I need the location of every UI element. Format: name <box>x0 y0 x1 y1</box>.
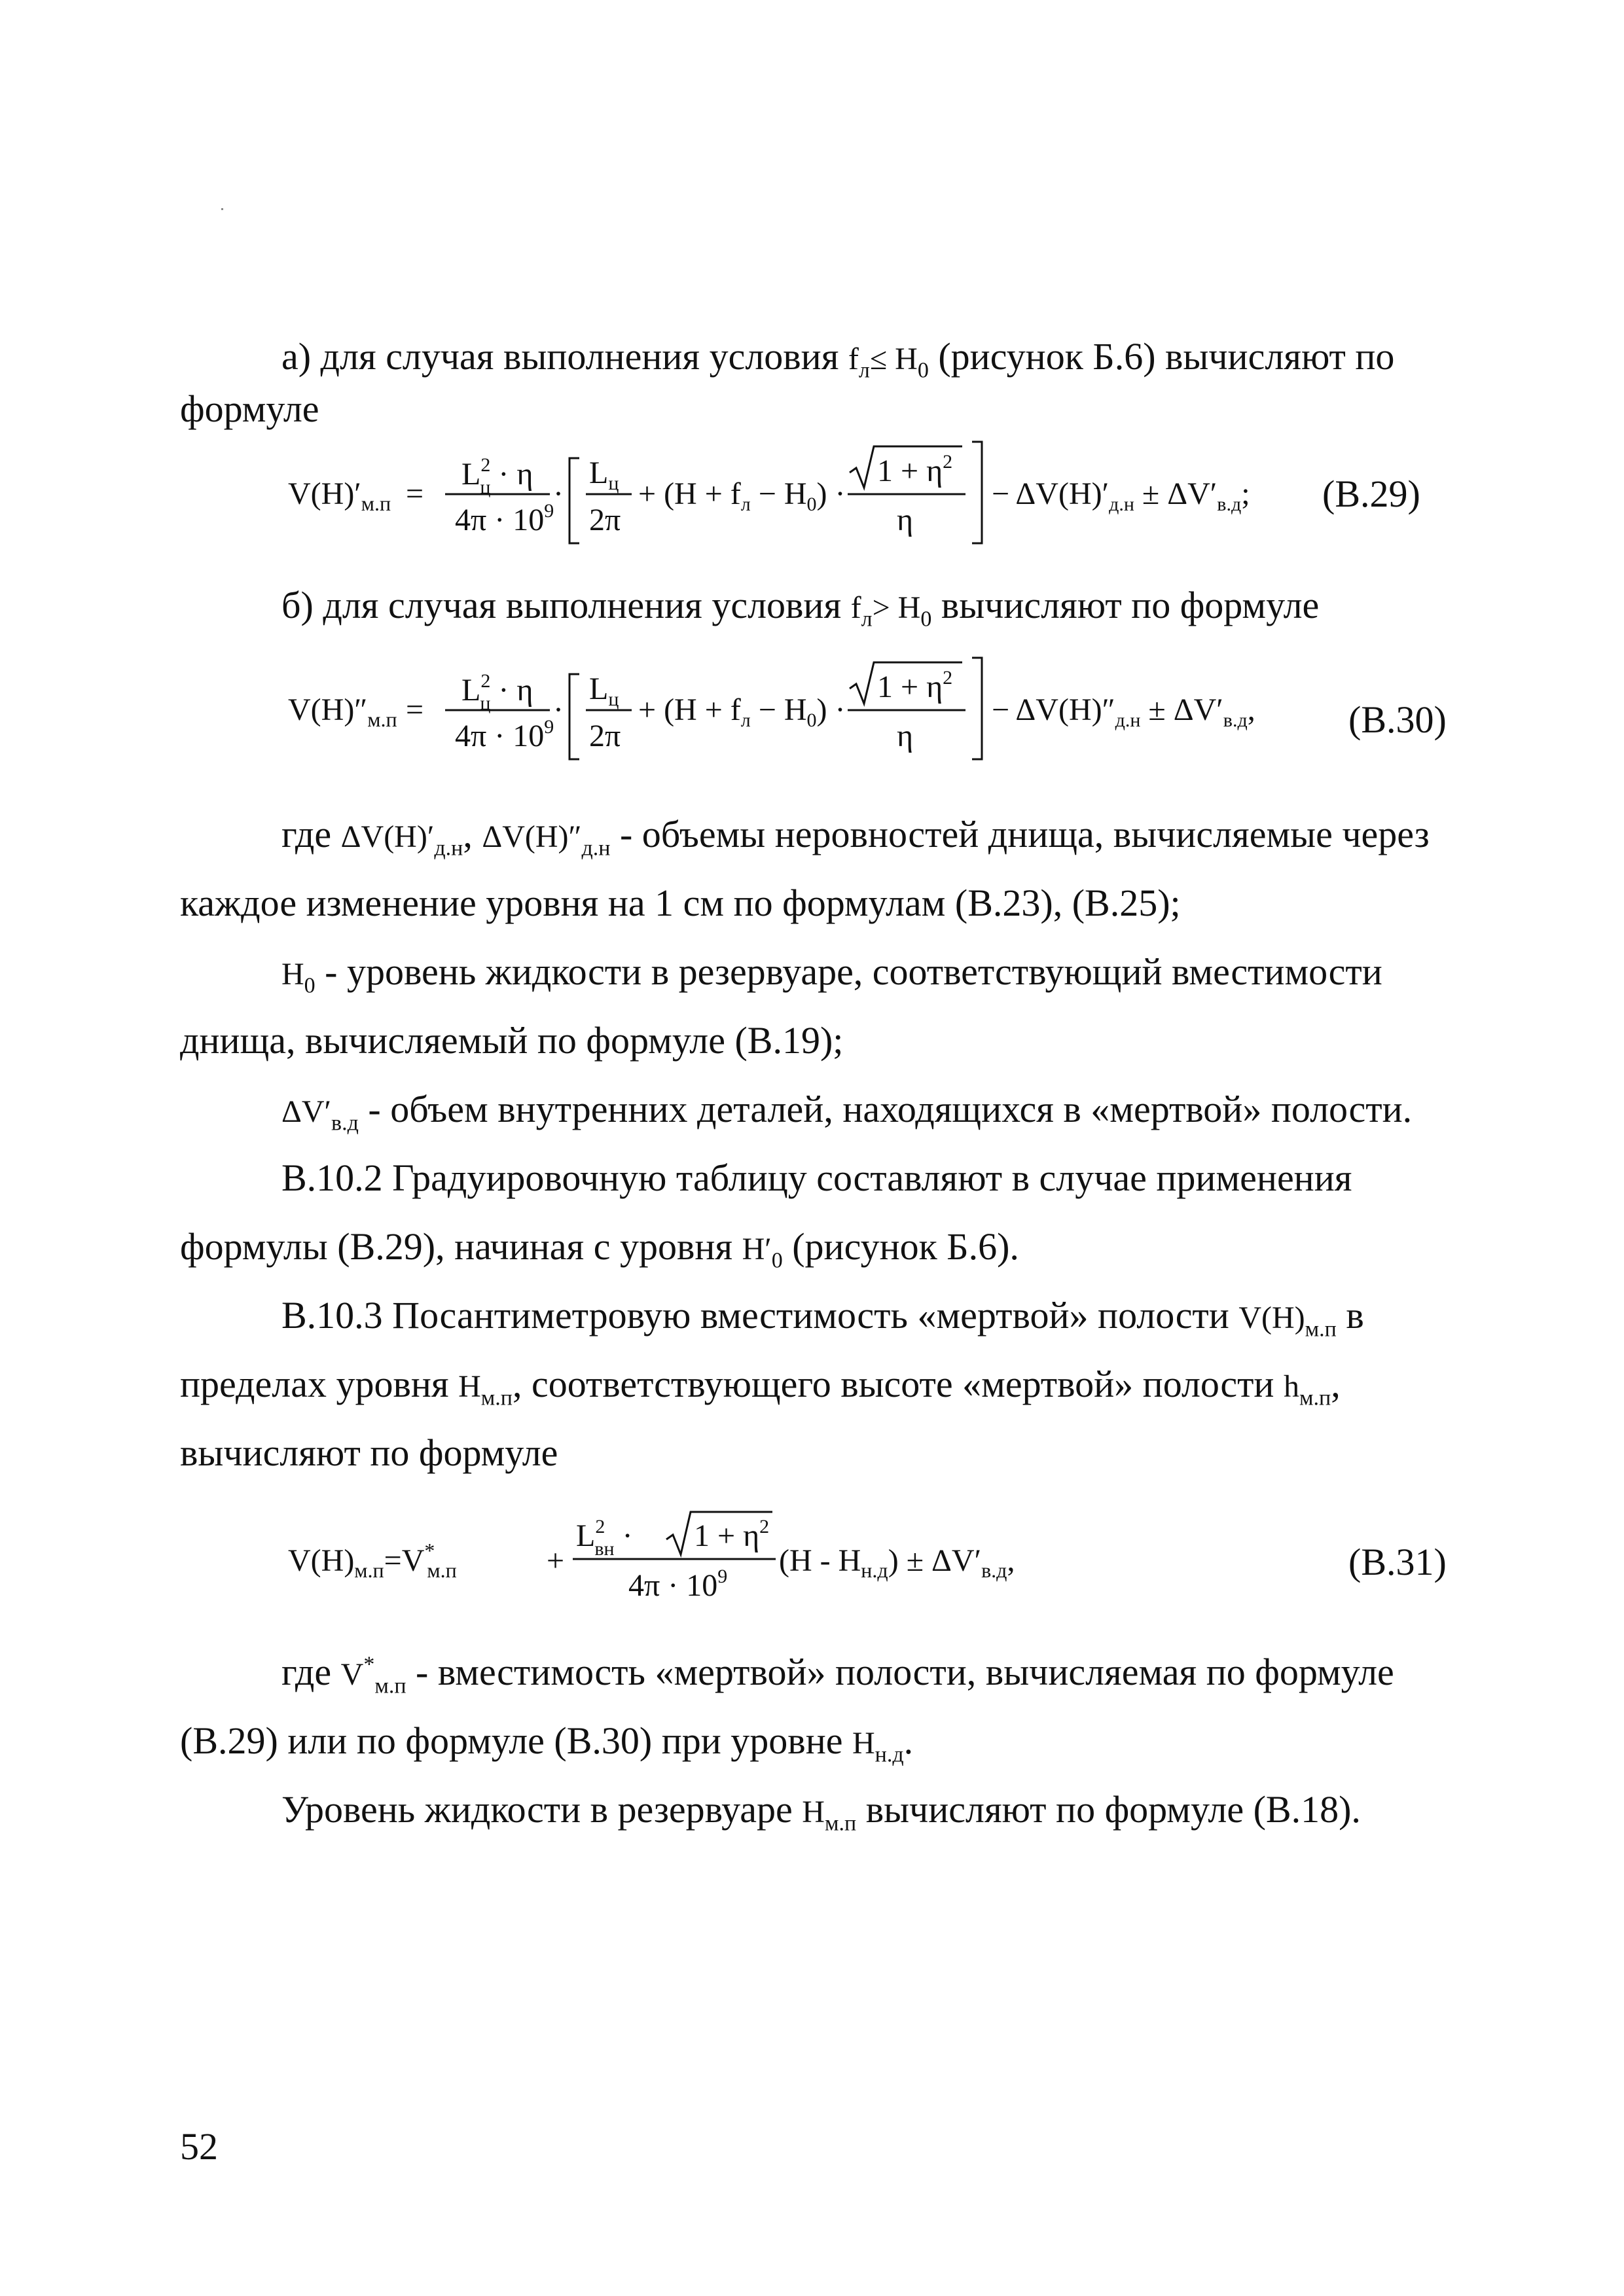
clause-b102-line2: формулы (В.29), начиная с уровня $H'_0$ (рисунок Б.6). <box>180 1225 1019 1273</box>
svg-text:4π · 109: $4\pi \cdot 10^9$ <box>455 716 554 753</box>
svg-text:Lц: $L_ц$ <box>589 672 619 710</box>
svg-text:(H - Hн.д) ± ΔV′в.д,: $(H - H_{н.д}) \pm \Delta V'_{в.д}$, <box>779 1543 1015 1582</box>
svg-text:+ (H + fл − H0) ·: + $(H + f_л - H_0)$ · <box>638 692 846 731</box>
svg-text:− ΔV(H)″д.н ± ΔV′в.д,: − $\Delta V(H)''_{д.н} \pm \Delta V'_{в.д}$, <box>992 692 1255 731</box>
clause-b103-line1: В.10.3 Посантиметровую вместимость «мертвой» полости $V(H)_{м.п}$ в <box>281 1294 1364 1342</box>
svg-text:+ (H + fл − H0) ·: + $(H + f_л - H_0)$ · <box>638 476 846 515</box>
eq30-lhs: $V(H)''_{м.п}$ <box>288 692 397 731</box>
clause-b102-line1: В.10.2 Градуировочную таблицу составляют в случае применения <box>281 1157 1352 1199</box>
where2-line2: днища, вычисляемый по формуле (В.19); <box>180 1019 844 1062</box>
svg-text:1 + η2: $1 + \eta^2$ <box>877 451 953 488</box>
eq29-lhs: $V(H)'_{м.п}$ <box>288 476 391 515</box>
svg-text:=: = <box>406 476 424 511</box>
svg-text:·: · <box>553 476 564 511</box>
equation-b29-number: (В.29) <box>1322 473 1420 515</box>
svg-text:L2ц · η: $L^2$ ц · η <box>461 454 533 498</box>
clause-b103-line3: вычисляют по формуле <box>180 1431 558 1474</box>
eq31-lhs: $V(H)_{м.п}=V^*$ м.п <box>288 1539 457 1582</box>
svg-text:4π · 109: $4\pi \cdot 10^9$ <box>455 500 554 537</box>
svg-text:4π · 109: $4\pi \cdot 10^9$ <box>628 1566 728 1603</box>
where4-line1: где $V^*_{м.п}$ - вместимость «мертвой» полости, вычисляемая по формуле <box>281 1651 1394 1698</box>
where4-line2: (В.29) или по формуле (В.30) при уровне $H_{н.д}$. <box>180 1719 914 1767</box>
svg-text:=: = <box>406 692 424 727</box>
equation-b31 <box>288 1486 1466 1643</box>
equation-b30-graphic <box>288 648 1466 805</box>
where3: $\Delta V'_{в.д}$ - объем внутренних деталей, находящихся в «мертвой» полости. <box>281 1088 1413 1136</box>
where1-line1: где $\Delta V(H)'_{д.н}$, $\Delta V(H)''_{д.н}$ - объемы неровностей днища, вычисляемые через <box>281 813 1430 861</box>
scan-speck <box>221 208 223 210</box>
svg-text:+: + <box>547 1543 565 1578</box>
svg-text:·: · <box>553 692 564 727</box>
svg-text:η: η <box>897 719 914 753</box>
clause-b103-line2: пределах уровня $H_{м.п}$, соответствующего высоте «мертвой» полости $h_{м.п}$, <box>180 1363 1341 1410</box>
equation-b31-number: (В.31) <box>1348 1541 1447 1583</box>
equation-b30-number: (В.30) <box>1348 698 1447 741</box>
svg-text:L2ц · η: $L^2$ ц · η <box>461 670 533 714</box>
equation-b30 <box>288 648 1466 805</box>
paragraph-b: б) для случая выполнения условия $f_л> H_0$ вычисляют по формуле <box>281 584 1320 632</box>
svg-text:2π: 2π <box>589 719 621 753</box>
equation-b29 <box>288 432 1466 589</box>
paragraph-a-line2: формуле <box>180 387 319 430</box>
svg-text:η: η <box>897 503 914 537</box>
page-number: 52 <box>180 2125 218 2168</box>
final-paragraph: Уровень жидкости в резервуаре $H_{м.п}$ вычисляют по формуле (В.18). <box>281 1788 1361 1836</box>
svg-text:1 + η2: $1 + \eta^2$ <box>694 1516 770 1553</box>
equation-b29-graphic <box>288 432 1466 589</box>
equation-b31-graphic <box>288 1486 1466 1643</box>
paragraph-a-line1: а) для случая выполнения условия $f_л\le H_0$ (рисунок Б.6) вычисляют по <box>281 335 1395 383</box>
svg-text:L2вн ·: $L^2$ вн · <box>576 1516 633 1560</box>
svg-text:Lц: $L_ц$ <box>589 456 619 494</box>
svg-text:− ΔV(H)′д.н ± ΔV′в.д;: − $\Delta V(H)'_{д.н} \pm \Delta V'_{в.д}$; <box>992 476 1250 515</box>
where2-line1: $H_0$ - уровень жидкости в резервуаре, соответствующий вместимости <box>281 950 1382 998</box>
where1-line2: каждое изменение уровня на 1 см по формулам (В.23), (В.25); <box>180 882 1181 924</box>
svg-text:1 + η2: $1 + \eta^2$ <box>877 667 953 704</box>
svg-text:2π: 2π <box>589 503 621 537</box>
